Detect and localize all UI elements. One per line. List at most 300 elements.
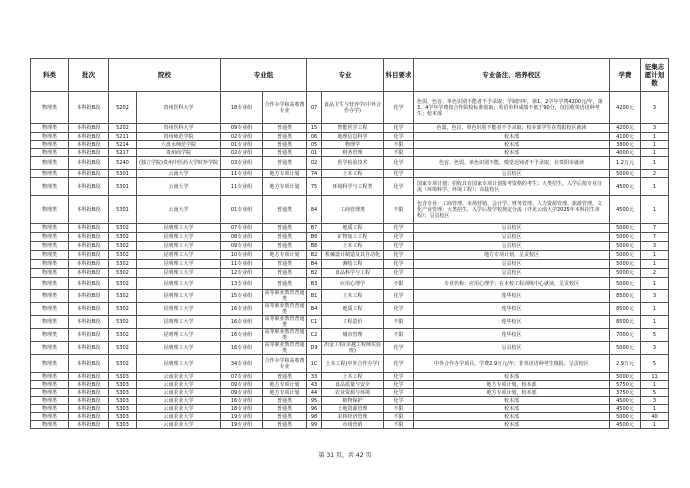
table-body xyxy=(31,92,669,429)
school-name-cell: 云南农业大学 xyxy=(137,413,221,421)
major-note-cell: 色弱、色盲、单色识别不能者不予录取；学制四年，第1、2学年学费4200元/年，第3、4学年学费按合作院校标准收取；英语单科成绩不低于90分，仅招收英语语种考生；校本部 xyxy=(414,92,610,124)
plan-count-cell: 5 xyxy=(641,329,669,342)
plan-count-cell: 7 xyxy=(641,233,669,242)
school-name-cell: 昆明理工大学 xyxy=(137,303,221,316)
subject-requirement-cell: 不限 xyxy=(384,421,414,429)
tuition-cell: 7000元 xyxy=(610,329,641,342)
group-type-cell: 高等职业教育普通类 xyxy=(264,329,305,341)
kelei-cell: 物理类 xyxy=(31,329,69,342)
school-name-cell: 昆明理工大学 xyxy=(137,224,221,233)
major-name-cell: 植物保护 xyxy=(322,397,384,405)
school-code-cell: 5303 xyxy=(109,405,137,413)
school-code-cell: 5303 xyxy=(109,389,137,397)
header-jihua: 征集志愿计划数 xyxy=(641,59,669,92)
subject-requirement-cell: 化学 xyxy=(384,178,414,196)
plan-count-cell: 11 xyxy=(641,373,669,381)
major-note-cell: 呈贡校区 xyxy=(414,342,610,355)
major-code-cell: 06 xyxy=(307,133,322,141)
major-group-cell: 34专业组 xyxy=(221,355,263,373)
major-group-cell: 19专业组 xyxy=(221,413,263,421)
school-name-cell: 昆明理工大学 xyxy=(137,242,221,251)
group-type-cell: 普通类 xyxy=(263,233,307,242)
page-number: 第 31 页，共 42 页 xyxy=(318,452,372,459)
major-code-cell: 05 xyxy=(307,141,322,149)
major-code-cell: 74 xyxy=(307,170,322,178)
tuition-cell: 4200元 xyxy=(610,124,641,133)
pici-cell: 本科批B段 xyxy=(69,178,109,196)
group-type-cell: 地方专项计划 xyxy=(263,389,307,397)
tuition-cell: 8500元 xyxy=(610,303,641,316)
school-name-cell: 贵州商学院 xyxy=(137,149,221,157)
pici-cell: 本科批B段 xyxy=(69,260,109,269)
school-code-cell: 5302 xyxy=(109,290,137,303)
subject-requirement-cell: 化学 xyxy=(384,251,414,260)
kelei-cell: 物理类 xyxy=(31,397,69,405)
school-code-cell: 5302 xyxy=(109,342,137,355)
header-beizhu: 专业备注、培养校区 xyxy=(414,59,610,92)
school-name-cell: 昆明理工大学 xyxy=(137,278,221,290)
major-code-cell: B7 xyxy=(307,224,322,233)
group-type-cell: 普通类 xyxy=(263,278,307,290)
table-row xyxy=(31,342,669,355)
school-code-cell: 5302 xyxy=(109,233,137,242)
school-code-cell: 5303 xyxy=(109,397,137,405)
major-name-cell: 地质工程 xyxy=(322,303,384,316)
school-code-cell: 5302 xyxy=(109,269,137,278)
major-note-cell: 地方专项计划，呈贡校区 xyxy=(414,251,610,260)
pici-cell: 本科批B段 xyxy=(69,92,109,124)
group-type-cell: 普通类 xyxy=(263,373,307,381)
plan-count-cell: 1 xyxy=(641,178,669,196)
table-header-row xyxy=(31,59,669,92)
school-code-cell: 5302 xyxy=(109,316,137,329)
group-type-cell: 普通类 xyxy=(263,224,307,233)
plan-count-cell: 1 xyxy=(641,303,669,316)
major-group-cell: 15专业组 xyxy=(221,290,263,303)
header-xuefei: 学费 xyxy=(610,59,641,92)
tuition-cell: 4000元 xyxy=(610,149,641,157)
tuition-cell: 3800元 xyxy=(610,141,641,149)
table-row xyxy=(31,141,669,149)
major-name-cell: 应用心理学 xyxy=(322,278,384,290)
pici-cell: 本科批B段 xyxy=(69,381,109,389)
tuition-cell: 8500元 xyxy=(610,316,641,329)
tuition-cell: 5000元 xyxy=(610,413,641,421)
subject-requirement-cell: 化学 xyxy=(384,303,414,316)
school-name-cell: 昆明理工大学 xyxy=(137,342,221,355)
major-code-cell: 43 xyxy=(307,381,322,389)
school-name-cell: (独立学院)贵州中医药大学时珍学院 xyxy=(137,157,221,170)
major-name-cell: 工程造价 xyxy=(322,316,384,329)
kelei-cell: 物理类 xyxy=(31,269,69,278)
major-group-cell: 12专业组 xyxy=(221,269,263,278)
plan-count-cell: 1 xyxy=(641,405,669,413)
pici-cell: 本科批B段 xyxy=(69,342,109,355)
major-code-cell: 44 xyxy=(307,389,322,397)
subject-requirement-cell: 化学 xyxy=(384,397,414,405)
subject-requirement-cell: 不限 xyxy=(384,316,414,329)
table-row xyxy=(31,381,669,389)
kelei-cell: 物理类 xyxy=(31,355,69,373)
school-code-cell: 5240 xyxy=(109,157,137,170)
major-group-cell: 16专业组 xyxy=(221,316,263,329)
table-row xyxy=(31,251,669,260)
table-row xyxy=(31,269,669,278)
kelei-cell: 物理类 xyxy=(31,278,69,290)
major-name-cell: 土地资源管理 xyxy=(322,405,384,413)
school-name-cell: 昆明理工大学 xyxy=(137,269,221,278)
group-type-cell: 普通类 xyxy=(263,141,307,149)
header-kelei: 科类 xyxy=(31,59,69,92)
plan-count-cell: 7 xyxy=(641,224,669,233)
school-name-cell: 云南农业大学 xyxy=(137,389,221,397)
school-name-cell: 昆明理工大学 xyxy=(137,251,221,260)
school-name-cell: 云南农业大学 xyxy=(137,381,221,389)
header-zhuanye: 专业 xyxy=(307,59,384,92)
school-name-cell: 昆明理工大学 xyxy=(137,260,221,269)
table-row xyxy=(31,413,669,421)
admission-table xyxy=(30,58,669,429)
pici-cell: 本科批B段 xyxy=(69,196,109,224)
kelei-cell: 物理类 xyxy=(31,178,69,196)
major-name-cell: 农林经济管理 xyxy=(322,413,384,421)
major-name-cell: 工商管理类 xyxy=(322,196,384,224)
tuition-cell: 1.2万元 xyxy=(610,157,641,170)
major-name-cell: 市场营销 xyxy=(322,421,384,429)
plan-count-cell: 3 xyxy=(641,397,669,405)
school-code-cell: 5302 xyxy=(109,303,137,316)
major-note-cell: 莲华校区 xyxy=(414,290,610,303)
major-code-cell: 01 xyxy=(307,149,322,157)
major-note-cell: 地方专项计划，校本部 xyxy=(414,381,610,389)
pici-cell: 本科批B段 xyxy=(69,413,109,421)
plan-count-cell: 1 xyxy=(641,149,669,157)
pici-cell: 本科批B段 xyxy=(69,290,109,303)
major-note-cell: 中外合作办学项目，学费2.9万元/年；非英语语种考生慎报；呈贡校区 xyxy=(414,355,610,373)
school-name-cell: 云南大学 xyxy=(137,170,221,178)
major-note-cell: 呈贡校区 xyxy=(414,260,610,269)
table-row xyxy=(31,329,669,342)
group-type-cell: 普通类 xyxy=(263,242,307,251)
major-name-cell: 土木工程 xyxy=(322,170,384,178)
plan-count-cell: 2 xyxy=(641,170,669,178)
school-code-cell: 5302 xyxy=(109,278,137,290)
major-note-cell: 校本部 xyxy=(414,149,610,157)
major-code-cell: 99 xyxy=(307,421,322,429)
pici-cell: 本科批B段 xyxy=(69,397,109,405)
school-name-cell: 昆明理工大学 xyxy=(137,290,221,303)
subject-requirement-cell: 化学 xyxy=(384,133,414,141)
major-group-cell: 18专业组 xyxy=(221,405,263,413)
major-code-cell: 15 xyxy=(307,124,322,133)
school-name-cell: 六盘水师范学院 xyxy=(137,141,221,149)
header-pici: 批次 xyxy=(69,59,109,92)
major-code-cell: 96 xyxy=(307,405,322,413)
major-name-cell: 地质工程 xyxy=(322,224,384,233)
pici-cell: 本科批B段 xyxy=(69,421,109,429)
pici-cell: 本科批B段 xyxy=(69,133,109,141)
table-row xyxy=(31,278,669,290)
subject-requirement-cell: 化学 xyxy=(384,290,414,303)
major-code-cell: B3 xyxy=(307,278,322,290)
school-code-cell: 5301 xyxy=(109,170,137,178)
tuition-cell: 5000元 xyxy=(610,342,641,355)
tuition-cell: 4500元 xyxy=(610,397,641,405)
school-code-cell: 5301 xyxy=(109,178,137,196)
major-name-cell: 医学检验技术 xyxy=(322,157,384,170)
major-code-cell: B1 xyxy=(307,290,322,303)
pici-cell: 本科批B段 xyxy=(69,233,109,242)
plan-count-cell: 3 xyxy=(641,124,669,133)
kelei-cell: 物理类 xyxy=(31,196,69,224)
plan-count-cell: 1 xyxy=(641,316,669,329)
tuition-cell: 4500元 xyxy=(610,196,641,224)
kelei-cell: 物理类 xyxy=(31,157,69,170)
major-name-cell: 测绘工程 xyxy=(322,260,384,269)
major-code-cell: 98 xyxy=(307,413,322,421)
pici-cell: 本科批B段 xyxy=(69,242,109,251)
tuition-cell: 2.9万元 xyxy=(610,355,641,373)
tuition-cell: 4500元 xyxy=(610,178,641,196)
table-row xyxy=(31,196,669,224)
school-name-cell: 贵州师范学院 xyxy=(137,133,221,141)
subject-requirement-cell: 化学 xyxy=(384,269,414,278)
plan-count-cell: 1 xyxy=(641,133,669,141)
kelei-cell: 物理类 xyxy=(31,413,69,421)
table-row xyxy=(31,178,669,196)
group-type-cell: 高等职业教育普通类 xyxy=(264,342,305,354)
kelei-cell: 物理类 xyxy=(31,251,69,260)
subject-requirement-cell: 化学 xyxy=(384,233,414,242)
major-name-cell: 食品科学与工程 xyxy=(322,269,384,278)
group-type-cell: 普通类 xyxy=(263,133,307,141)
major-group-cell: 02专业组 xyxy=(221,133,263,141)
major-group-cell: 09专业组 xyxy=(221,124,263,133)
major-code-cell: B2 xyxy=(307,269,322,278)
table-row xyxy=(31,290,669,303)
major-group-cell: 09专业组 xyxy=(221,381,263,389)
major-name-cell: 食品质量与安全 xyxy=(322,381,384,389)
major-group-cell: 07专业组 xyxy=(221,224,263,233)
school-code-cell: 5302 xyxy=(109,242,137,251)
school-code-cell: 5302 xyxy=(109,260,137,269)
kelei-cell: 物理类 xyxy=(31,290,69,303)
school-code-cell: 5214 xyxy=(109,141,137,149)
plan-count-cell: 3 xyxy=(641,242,669,251)
group-type-cell: 合作办学和高收费专业 xyxy=(263,92,307,124)
major-code-cell: 02 xyxy=(307,157,322,170)
table-row xyxy=(31,149,669,157)
kelei-cell: 物理类 xyxy=(31,224,69,233)
major-name-cell: 环境科学与工程类 xyxy=(322,178,384,196)
major-note-cell: 包含专业：工商管理、市场营销、会计学、财务管理、人力资源管理、旅游管理、文化产业管理；大类招生，入学后按学校规定分流（详见云南大学2025年本科招生章程）；呈贡校区 xyxy=(414,196,610,224)
major-group-cell: 01专业组 xyxy=(221,141,263,149)
school-name-cell: 云南大学 xyxy=(137,196,221,224)
school-code-cell: 5202 xyxy=(109,92,137,124)
major-code-cell: C2 xyxy=(307,329,322,342)
subject-requirement-cell: 化学 xyxy=(384,124,414,133)
tuition-cell: 5000元 xyxy=(610,242,641,251)
table-row xyxy=(31,233,669,242)
subject-requirement-cell: 化学 xyxy=(384,355,414,373)
tuition-cell: 3750元 xyxy=(610,389,641,397)
plan-count-cell: 1 xyxy=(641,251,669,260)
tuition-cell: 5000元 xyxy=(610,260,641,269)
plan-count-cell: 1 xyxy=(641,278,669,290)
subject-requirement-cell: 化学 xyxy=(384,373,414,381)
major-note-cell: 校本部 xyxy=(414,373,610,381)
group-type-cell: 普通类 xyxy=(263,260,307,269)
pici-cell: 本科批B段 xyxy=(69,141,109,149)
major-note-cell: 呈贡校区 xyxy=(414,170,610,178)
table-row xyxy=(31,316,669,329)
school-code-cell: 5302 xyxy=(109,251,137,260)
table-row xyxy=(31,397,669,405)
pici-cell: 本科批B段 xyxy=(69,355,109,373)
subject-requirement-cell: 化学 xyxy=(384,224,414,233)
group-type-cell: 普通类 xyxy=(263,397,307,405)
plan-count-cell: 3 xyxy=(641,290,669,303)
table-row xyxy=(31,389,669,397)
major-code-cell: 1C xyxy=(307,355,322,373)
major-name-cell: 食品卫生与营养学(中外合作办学) xyxy=(322,92,384,124)
group-type-cell: 普通类 xyxy=(263,157,307,170)
major-code-cell: B8 xyxy=(307,242,322,251)
tuition-cell: 4200元 xyxy=(610,92,641,124)
pici-cell: 本科批B段 xyxy=(69,224,109,233)
subject-requirement-cell: 不限 xyxy=(384,149,414,157)
kelei-cell: 物理类 xyxy=(31,92,69,124)
major-group-cell: 16专业组 xyxy=(221,329,263,342)
pici-cell: 本科批B段 xyxy=(69,329,109,342)
group-type-cell: 普通类 xyxy=(263,413,307,421)
school-code-cell: 5302 xyxy=(109,355,137,373)
table-row xyxy=(31,242,669,251)
table-row xyxy=(31,421,669,429)
subject-requirement-cell: 化学 xyxy=(384,92,414,124)
kelei-cell: 物理类 xyxy=(31,316,69,329)
kelei-cell: 物理类 xyxy=(31,303,69,316)
plan-count-cell: 1 xyxy=(641,381,669,389)
school-code-cell: 5211 xyxy=(109,133,137,141)
group-type-cell: 高等职业教育普通类 xyxy=(264,303,305,315)
tuition-cell: 4500元 xyxy=(610,421,641,429)
major-group-cell: 16专业组 xyxy=(221,303,263,316)
table-row xyxy=(31,157,669,170)
subject-requirement-cell: 化学 xyxy=(384,342,414,355)
plan-count-cell: 5 xyxy=(641,389,669,397)
pici-cell: 本科批B段 xyxy=(69,389,109,397)
school-code-cell: 5202 xyxy=(109,124,137,133)
school-name-cell: 昆明理工大学 xyxy=(137,329,221,342)
kelei-cell: 物理类 xyxy=(31,149,69,157)
major-code-cell: 33 xyxy=(307,373,322,381)
table-row xyxy=(31,124,669,133)
major-note-cell: 校本部 xyxy=(414,141,610,149)
major-code-cell: D9 xyxy=(307,342,322,355)
pici-cell: 本科批B段 xyxy=(69,278,109,290)
school-name-cell: 云南农业大学 xyxy=(137,397,221,405)
pici-cell: 本科批B段 xyxy=(69,316,109,329)
major-name-cell: 财务管理 xyxy=(322,149,384,157)
subject-requirement-cell: 不限 xyxy=(384,329,414,342)
school-code-cell: 5301 xyxy=(109,196,137,224)
major-name-cell: 地理信息科学 xyxy=(322,133,384,141)
major-code-cell: 75 xyxy=(307,178,322,196)
plan-count-cell: 2 xyxy=(641,269,669,278)
tuition-cell: 5000元 xyxy=(610,251,641,260)
group-type-cell: 普通类 xyxy=(263,269,307,278)
kelei-cell: 物理类 xyxy=(31,133,69,141)
kelei-cell: 物理类 xyxy=(31,342,69,355)
kelei-cell: 物理类 xyxy=(31,141,69,149)
subject-requirement-cell: 不限 xyxy=(384,196,414,224)
major-code-cell: 95 xyxy=(307,397,322,405)
school-code-cell: 5303 xyxy=(109,421,137,429)
major-note-cell: 校本部 xyxy=(414,421,610,429)
subject-requirement-cell: 化学 xyxy=(384,389,414,397)
plan-count-cell: 3 xyxy=(641,92,669,124)
major-code-cell: B4 xyxy=(307,303,322,316)
school-name-cell: 贵州医科大学 xyxy=(137,92,221,124)
major-code-cell: 84 xyxy=(307,196,322,224)
tuition-cell: 4500元 xyxy=(610,405,641,413)
tuition-cell: 5000元 xyxy=(610,269,641,278)
major-name-cell: 土木工程 xyxy=(322,373,384,381)
kelei-cell: 物理类 xyxy=(31,124,69,133)
group-type-cell: 高等职业教育普通类 xyxy=(264,316,305,328)
major-note-cell: 地方专项计划，校本部 xyxy=(414,389,610,397)
table-row xyxy=(31,355,669,373)
tuition-cell: 8500元 xyxy=(610,290,641,303)
pici-cell: 本科批B段 xyxy=(69,373,109,381)
plan-count-cell: 1 xyxy=(641,421,669,429)
school-name-cell: 昆明理工大学 xyxy=(137,233,221,242)
major-group-cell: 01专业组 xyxy=(221,196,263,224)
major-group-cell: 10专业组 xyxy=(221,251,263,260)
school-code-cell: 5217 xyxy=(109,149,137,157)
major-name-cell: 智能医学工程 xyxy=(322,124,384,133)
pici-cell: 本科批B段 xyxy=(69,170,109,178)
school-code-cell: 5302 xyxy=(109,224,137,233)
major-note-cell: 色盲、色弱、单色识别不能、嗅觉迟钝者不予录取；在贵阳市就读 xyxy=(414,157,610,170)
major-name-cell: 机械设计制造及其自动化 xyxy=(322,251,384,260)
major-group-cell: 09专业组 xyxy=(221,242,263,251)
kelei-cell: 物理类 xyxy=(31,170,69,178)
major-name-cell: 城市管理 xyxy=(322,329,384,342)
major-group-cell: 03专业组 xyxy=(221,157,263,170)
group-type-cell: 普通类 xyxy=(263,124,307,133)
kelei-cell: 物理类 xyxy=(31,405,69,413)
major-group-cell: 13专业组 xyxy=(221,278,263,290)
subject-requirement-cell: 化学 xyxy=(384,157,414,170)
table-row xyxy=(31,92,669,124)
group-type-cell: 地方专项计划 xyxy=(263,381,307,389)
tuition-cell: 5750元 xyxy=(610,381,641,389)
kelei-cell: 物理类 xyxy=(31,389,69,397)
subject-requirement-cell: 化学 xyxy=(384,170,414,178)
plan-count-cell: 3 xyxy=(641,342,669,355)
header-yuanxiao: 院校 xyxy=(109,59,221,92)
tuition-cell: 5000元 xyxy=(610,278,641,290)
tuition-cell: 5000元 xyxy=(610,170,641,178)
major-group-cell: 11专业组 xyxy=(221,178,263,196)
major-note-cell: 呈贡校区 xyxy=(414,269,610,278)
major-code-cell: B6 xyxy=(307,233,322,242)
major-name-cell: 农业资源与环境 xyxy=(322,389,384,397)
group-type-cell: 高等职业教育普通类 xyxy=(264,290,305,302)
major-code-cell: C1 xyxy=(307,316,322,329)
